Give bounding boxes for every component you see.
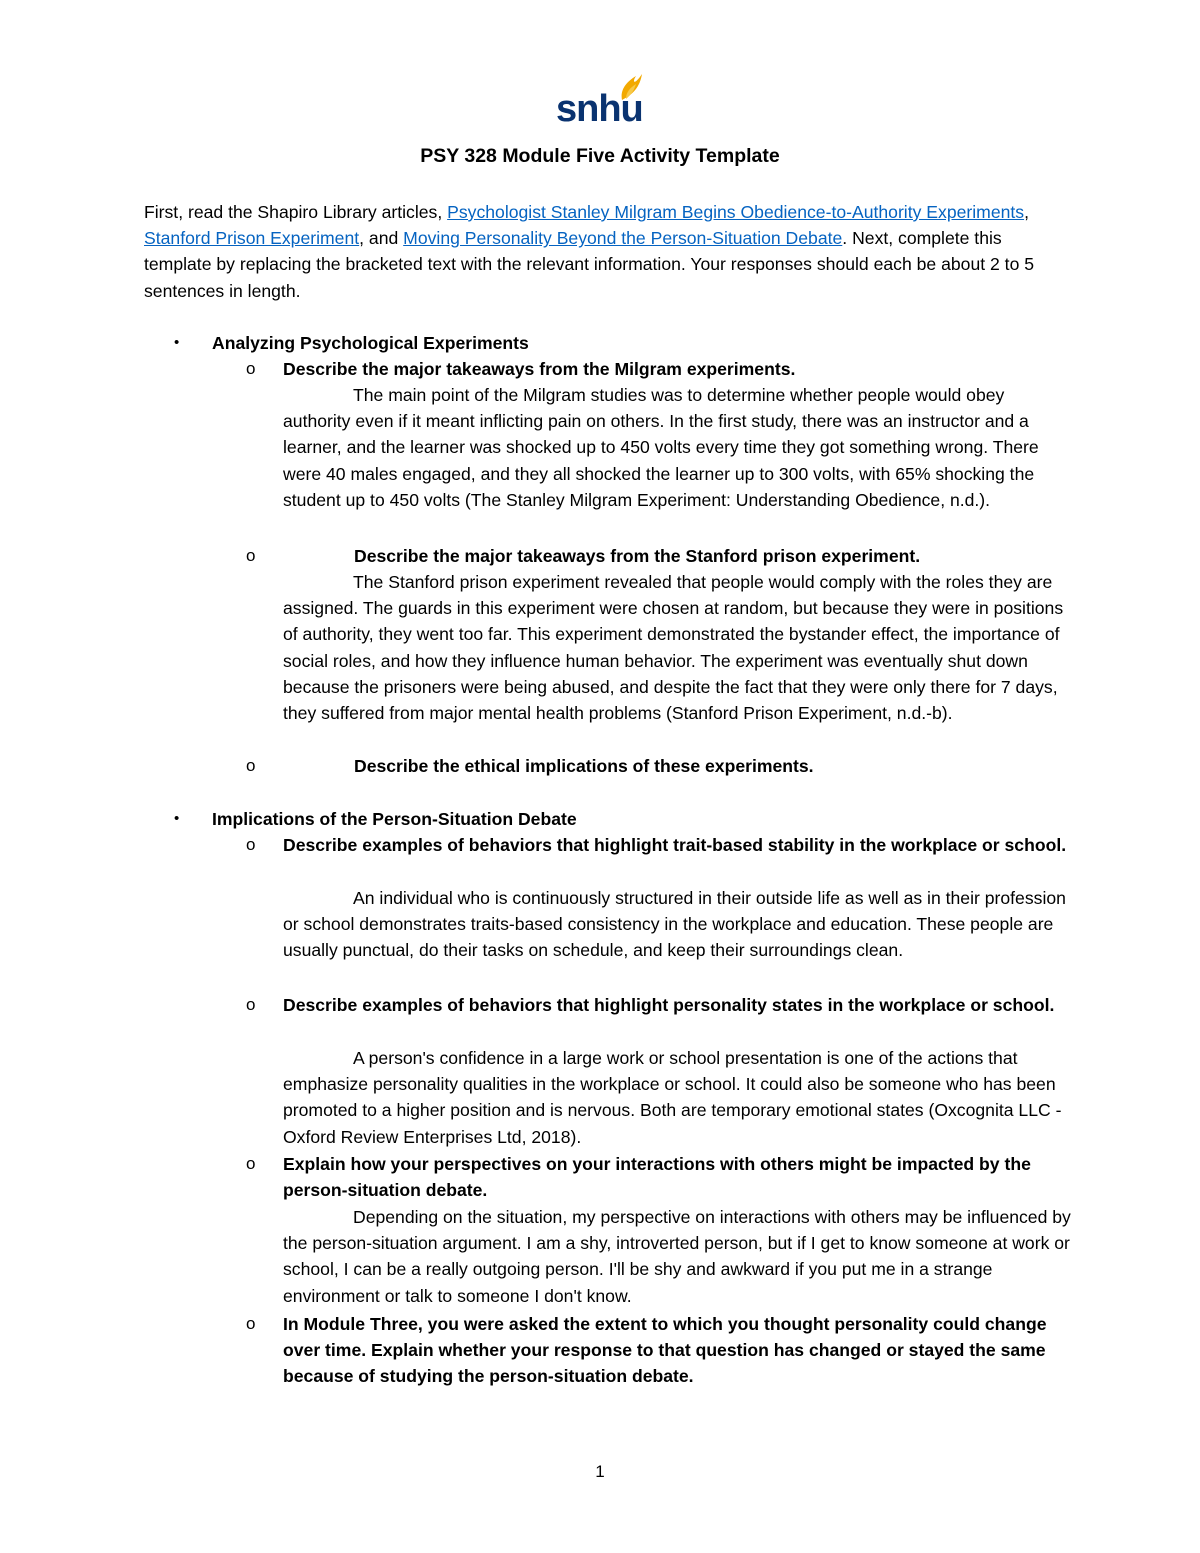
intro-separator-2: , and [359, 228, 404, 249]
person-situation-article-link[interactable]: Moving Personality Beyond the Person-Situation Debate [403, 228, 843, 249]
logo-wordmark: snhu [556, 88, 643, 130]
answer-personality-states-text: A person's confidence in a large work or school presentation is one of the actions that emphasize personality qualities in the workplace or school. It could also be someone who has been promoted to a higher position and is nervous. Both are temporary emotional states (Oxcognita LLC - Oxford Review Enterprises Ltd, 2018). [283, 1048, 1062, 1147]
question-stanford: Describe the major takeaways from the Stanford prison experiment. [354, 546, 921, 566]
answer-trait-stability-text: An individual who is continuously structured in their outside life as well as in their profession or school demonstrates traits-based consistency in the workplace and education. These people are usually punctual, do their tasks on schedule, and keep their surroundings clean. [283, 888, 1066, 961]
question-module-three: In Module Three, you were asked the extent to which you thought personality could change over time. Explain whether your response to that question has changed or stayed the same because of studying the person-situation debate. [283, 1314, 1047, 1387]
question-personality-states: Describe examples of behaviors that highlight personality states in the workplace or school. [283, 995, 1055, 1015]
question-ethics: Describe the ethical implications of these experiments. [354, 756, 814, 776]
section-heading-implications: Implications of the Person-Situation Debate [212, 809, 577, 829]
answer-stanford-text: The Stanford prison experiment revealed that people would comply with the roles they are assigned. The guards in this experiment were chosen at random, but because they were in positions of authority, they went too far. This experiment demonstrated the bystander effect, the importance of social roles, and how they influence human behavior. The experiment was eventually shut down because the prisoners were being abused, and despite the fact that they were only there for 7 days, they suffered from major mental health problems (Stanford Prison Experiment, n.d.-b). [283, 572, 1064, 724]
sub-bullet-icon: o [246, 756, 256, 775]
page-title: PSY 328 Module Five Activity Template [420, 145, 780, 167]
answer-trait-stability [283, 885, 1073, 964]
question-milgram: Describe the major takeaways from the Milgram experiments. [283, 359, 796, 379]
intro-text-start: First, read the Shapiro Library articles, [144, 202, 448, 222]
intro-text-end: . Next, complete this template by replacing the bracketed text with the relevant information. Your responses should each be about 2 to 5 sentences in length. [144, 228, 1035, 301]
question-trait-stability: Describe examples of behaviors that highlight trait-based stability in the workplace or school. [283, 835, 1067, 855]
section-heading-analyzing: Analyzing Psychological Experiments [212, 333, 529, 353]
answer-perspectives [283, 1204, 1073, 1309]
sub-bullet-icon: o [246, 995, 256, 1014]
bullet-icon: • [174, 334, 180, 351]
milgram-article-link[interactable]: Psychologist Stanley Milgram Begins Obedience-to-Authority Experiments [447, 202, 1025, 222]
intro-separator-1: , [1024, 202, 1029, 222]
page-number: 1 [595, 1462, 605, 1481]
snhu-logo [556, 72, 642, 132]
sub-bullet-icon: o [246, 835, 256, 854]
question-perspectives: Explain how your perspectives on your interactions with others might be impacted by the person-situation debate. [283, 1154, 1031, 1201]
answer-stanford [283, 569, 1073, 726]
answer-milgram-text: The main point of the Milgram studies was to determine whether people would obey authority even if it meant inflicting pain on others. In the first study, there was an instructor and a learner, and the learner was shocked up to 450 volts every time they got something wrong. There were 40 males engaged, and they all shocked the learner up to 300 volts, with 65% shocking the student up to 450 volts (The Stanley Milgram Experiment: Understanding Obedience, n.d.). [283, 385, 1039, 510]
answer-milgram [283, 382, 1073, 513]
sub-bullet-icon: o [246, 359, 256, 378]
sub-bullet-icon: o [246, 1314, 256, 1333]
stanford-article-link[interactable]: Stanford Prison Experiment [144, 228, 360, 249]
answer-perspectives-text: Depending on the situation, my perspective on interactions with others may be influenced by the person-situation argument. I am a shy, introverted person, but if I get to know someone at work or school, I can be a really outgoing person. I'll be shy and awkward if you put me in a strange environment or talk to someone I don't know. [283, 1207, 1071, 1306]
answer-personality-states [283, 1045, 1073, 1150]
intro-paragraph [144, 199, 1064, 304]
sub-bullet-icon: o [246, 546, 256, 565]
bullet-icon: • [174, 810, 180, 827]
sub-bullet-icon: o [246, 1154, 256, 1173]
